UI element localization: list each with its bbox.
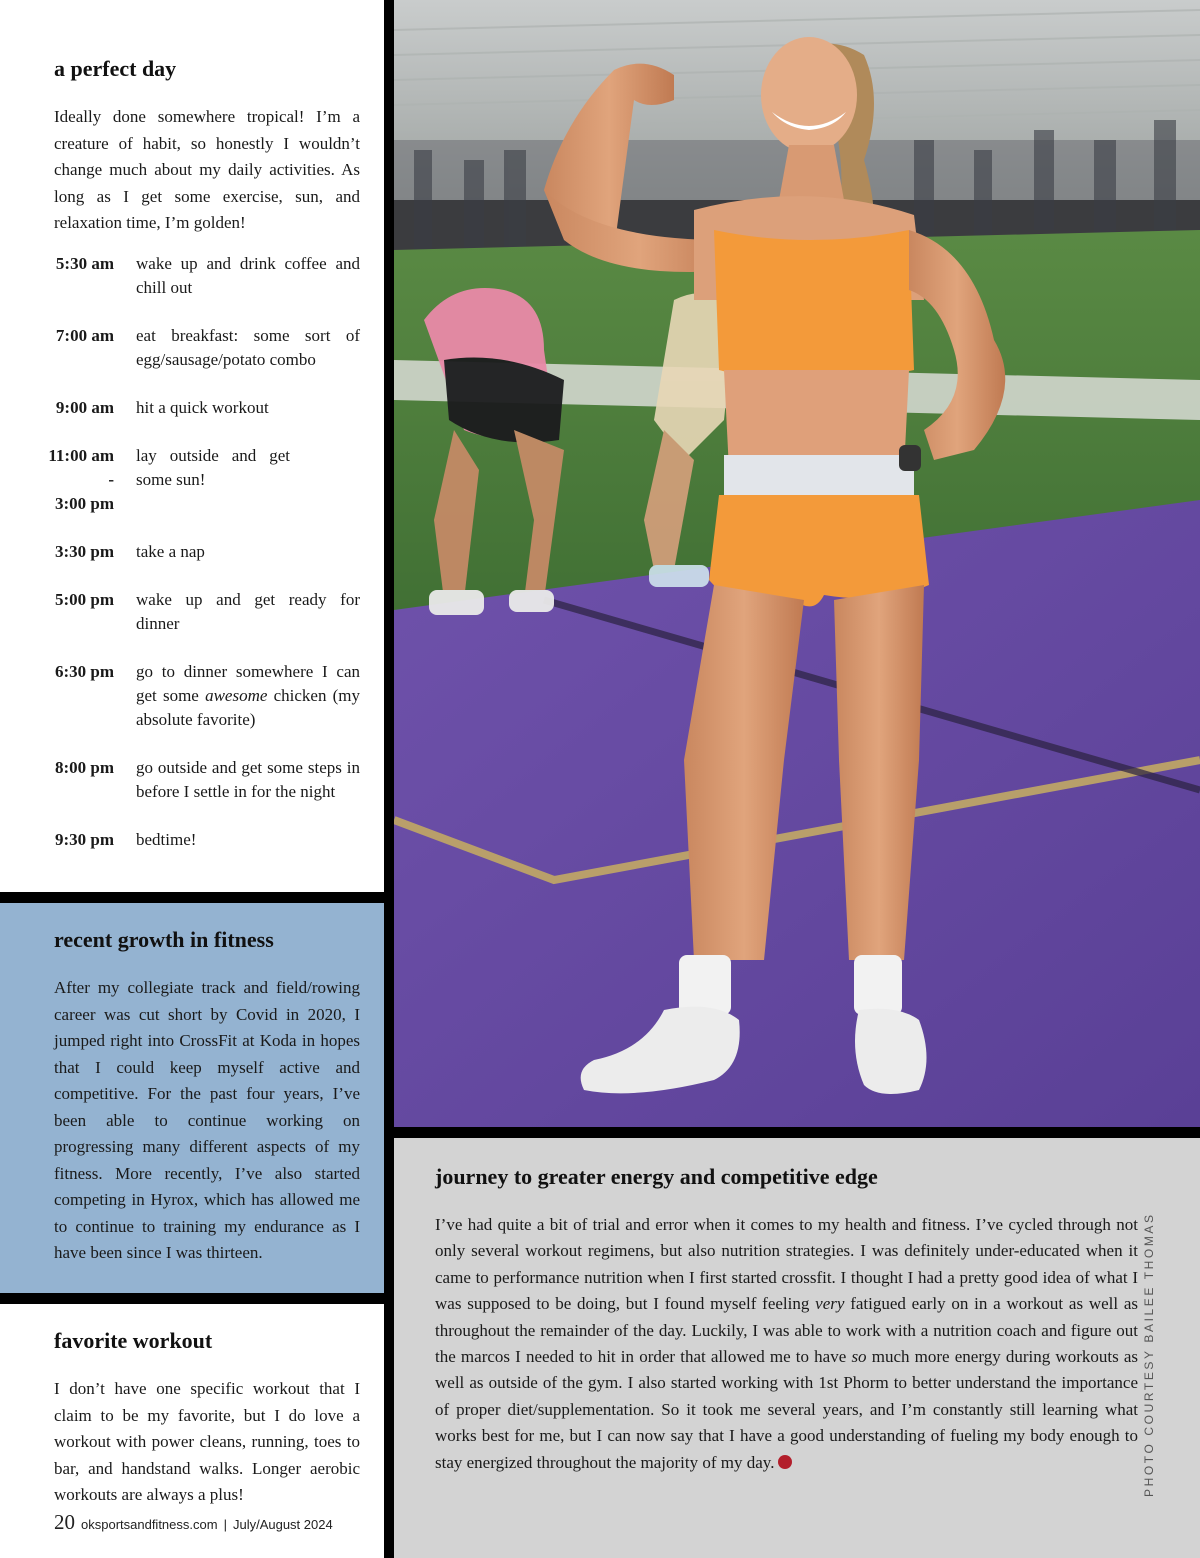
schedule-activity: wake up and drink coffee and chill out <box>136 253 360 297</box>
schedule-time <box>44 444 114 516</box>
schedule-time: 6:30 pm <box>54 661 114 681</box>
photo-credit: PHOTO COURTESY BAILEE THOMAS <box>1142 1212 1156 1497</box>
journey-emphasis: very <box>815 1294 845 1314</box>
journey-text: I’ve had quite a bit of trial and error when it comes to my health and fitness. I’ve cycled through not only several workout regimens, but also nutrition strategies. I was definitely under-educated when it came to performance nutrition when I first started crossfit. I thought I had a pretty good idea of what I was supposed to be doing, but I found myself feeling <box>435 1215 1138 1314</box>
schedule-row <box>54 540 360 564</box>
schedule-time: 3:30 pm <box>54 541 114 561</box>
schedule-activity: hit a quick workout <box>136 397 269 417</box>
journey-text: much more energy during workouts as well as outside of the gym. I also started working with 1st Phorm to better understand the importance of proper diet/supplementation. So it took me several years, and I’m constantly still learning what works best for me, but I can now say that I have a good understanding of fueling my body enough to stay energized throughout the majority of my day. <box>435 1347 1139 1472</box>
footer-issue: July/August 2024 <box>232 1517 333 1532</box>
schedule-time: 8:00 pm <box>54 757 114 777</box>
schedule-activity-text: go to dinner somewhere I can get some <box>136 661 360 705</box>
page-number: 20 <box>54 1510 75 1534</box>
schedule-row <box>54 828 360 852</box>
journey-heading: journey to greater energy and competitive edge <box>435 1164 878 1189</box>
journey-emphasis: so <box>851 1347 867 1367</box>
schedule-row <box>54 252 360 300</box>
schedule-row <box>48 444 360 516</box>
schedule-time: 9:00 am <box>55 397 114 417</box>
workout-heading: favorite workout <box>54 1328 213 1353</box>
schedule-time: 9:30 pm <box>54 829 114 849</box>
schedule-activity: wake up and get ready for dinner <box>136 589 360 633</box>
schedule-activity: bedtime! <box>136 829 197 849</box>
footer-site: oksportsandfitness.com <box>81 1517 218 1532</box>
schedule-list <box>48 252 361 852</box>
schedule-time: 5:00 pm <box>54 589 114 609</box>
growth-heading: recent growth in fitness <box>54 927 274 952</box>
schedule-activity: go outside and get some steps in before I settle in for the night <box>136 757 360 801</box>
schedule-row <box>54 756 360 804</box>
perfect-day-section <box>0 0 384 892</box>
photo-illustration <box>394 0 1200 1127</box>
journey-section <box>394 1138 1200 1558</box>
schedule-activity-emphasis: awesome <box>205 685 268 705</box>
schedule-row <box>54 396 360 420</box>
athlete-photo <box>394 0 1200 1127</box>
schedule-activity <box>136 660 360 732</box>
schedule-time: 5:30 am <box>55 253 114 273</box>
schedule-activity: eat breakfast: some sort of egg/sausage/potato combo <box>136 325 360 369</box>
schedule-row <box>54 324 360 372</box>
schedule-activity: lay outside and get some sun! <box>136 445 290 489</box>
schedule-time-start: 11:00 am - <box>48 445 114 489</box>
growth-body: After my collegiate track and field/rowing career was cut short by Covid in 2020, I jumped right into CrossFit at Koda in hopes that I could keep myself active and competitive. For the past four years, I’ve been able to continue working on progressing many different aspects of my fitness. More recently, I’ve also started competing in Hyrox, which has allowed me to continue to training my endurance as I have been since I was thirteen. <box>54 978 360 1262</box>
journey-text: fatigued early on in a workout as well as throughout the remainder of the day. Luckily, I was able to work with a nutrition coach and figure out the marcos I needed to hit in order that allowed me to have <box>435 1294 1139 1367</box>
journey-body <box>435 1212 1138 1476</box>
footer-separator: | <box>223 1517 227 1532</box>
schedule-activity: take a nap <box>136 541 205 561</box>
end-of-article-icon <box>778 1455 792 1469</box>
schedule-time-end: 3:00 pm <box>54 493 114 513</box>
perfect-day-heading: a perfect day <box>54 56 177 81</box>
perfect-day-intro: Ideally done somewhere tropical! I’m a creature of habit, so honestly I wouldn’t change much about my daily activities. As long as I get some exercise, sun, and relaxation time, I’m golden! <box>54 107 360 232</box>
schedule-row <box>54 588 360 636</box>
workout-body: I don’t have one specific workout that I claim to be my favorite, but I do love a workout with power cleans, running, toes to bar, and handstand walks. Longer aerobic workouts are always a plus! <box>54 1379 360 1504</box>
schedule-row <box>54 660 360 732</box>
schedule-time: 7:00 am <box>55 325 114 345</box>
schedule-activity-text: chicken (my absolute favorite) <box>136 685 361 729</box>
growth-section <box>0 903 384 1293</box>
page-footer <box>54 1510 333 1535</box>
